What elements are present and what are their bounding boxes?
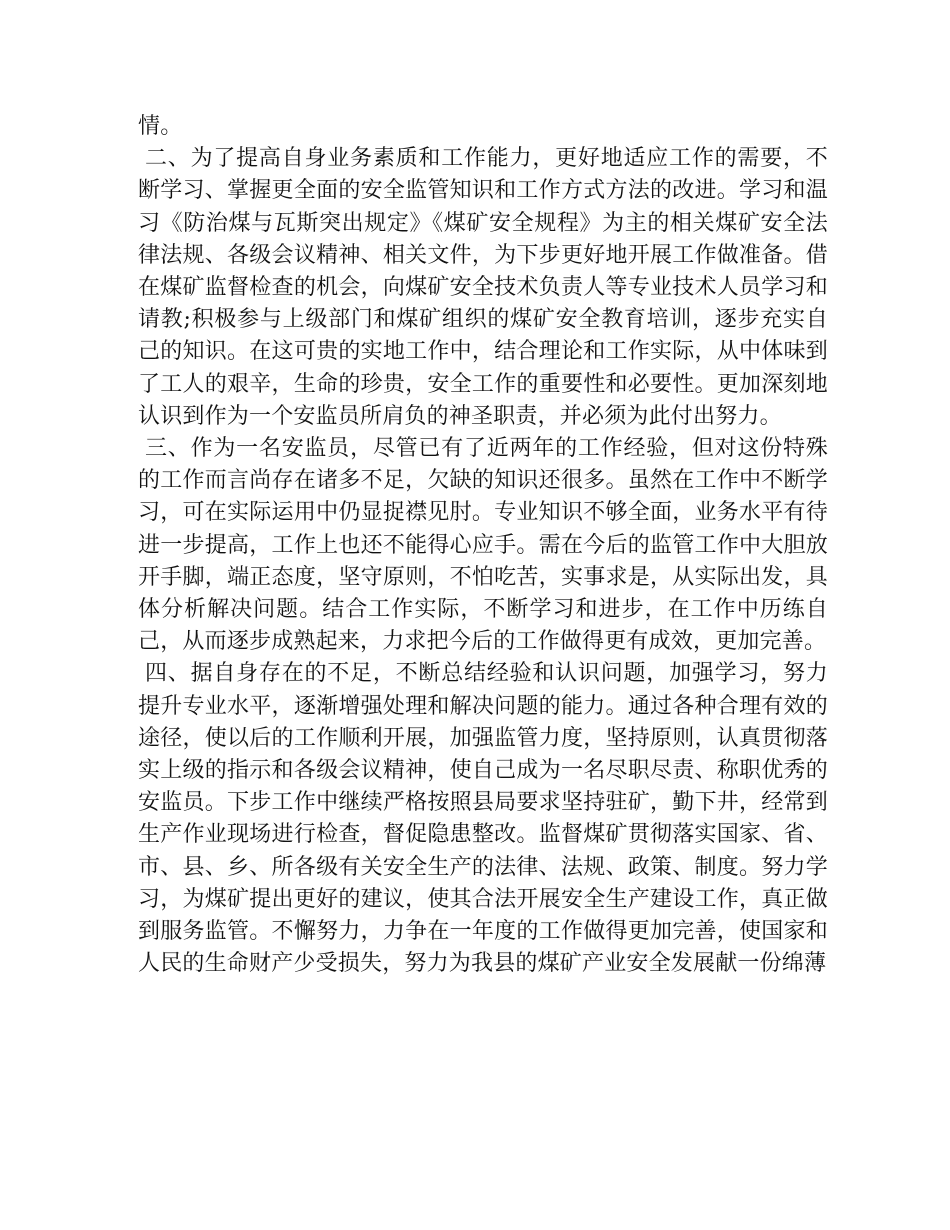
paragraph-continuation: 情。 bbox=[138, 114, 183, 139]
paragraph-section-2: 二、为了提高自身业务素质和工作能力，更好地适应工作的需要，不断学习、掌握更全面的安全监管知识和工作方式方法的改进。学习和温习《防治煤与瓦斯突出规定》《煤矿安全规程》为主的相关煤矿安全法律法规、各级会议精神、相关文件，为下步更好地开展工作做准备。借在煤矿监督检查的机会，向煤矿安全技术负责人等专业技术人员学习和请教;积极参与上级部门和煤矿组织的煤矿安全教育培训，逐步充实自己的知识。在这可贵的实地工作中，结合理论和工作实际，从中体味到了工人的艰辛，生命的珍贵，安全工作的重要性和必要性。更加深刻地认识到作为一个安监员所肩负的神圣职责，并必须为此付出努力。 bbox=[138, 146, 828, 429]
paragraph-section-3: 三、作为一名安监员，尽管已有了近两年的工作经验，但对这份特殊的工作而言尚存在诸多不足，欠缺的知识还很多。虽然在工作中不断学习，可在实际运用中仍显捉襟见肘。专业知识不够全面，业务水平有待进一步提高，工作上也还不能得心应手。需在今后的监管工作中大胆放开手脚，端正态度，坚守原则，不怕吃苦，实事求是，从实际出发，具体分析解决问题。结合工作实际，不断学习和进步，在工作中历练自己，从而逐步成熟起来，力求把今后的工作做得更有成效，更加完善。 bbox=[138, 436, 828, 655]
paragraph-section-4: 四、据自身存在的不足，不断总结经验和认识问题，加强学习，努力提升专业水平，逐渐增强处理和解决问题的能力。通过各种合理有效的途径，使以后的工作顺利开展，加强监管力度，坚持原则，认真贯彻落实上级的指示和各级会议精神，使自己成为一名尽职尽责、称职优秀的安监员。下步工作中继续严格按照县局要求坚持驻矿，勤下井，经常到生产作业现场进行检查，督促隐患整改。监督煤矿贯彻落实国家、省、市、县、乡、所各级有关安全生产的法律、法规、政策、制度。努力学习，为煤矿提出更好的建议，使其合法开展安全生产建设工作，真正做到服务监管。不懈努力，力争在一年度的工作做得更加完善，使国家和人民的生命财产少受损失，努力为我县的煤矿产业安全发展献一份绵薄 bbox=[138, 661, 828, 977]
document-body bbox=[138, 111, 828, 980]
